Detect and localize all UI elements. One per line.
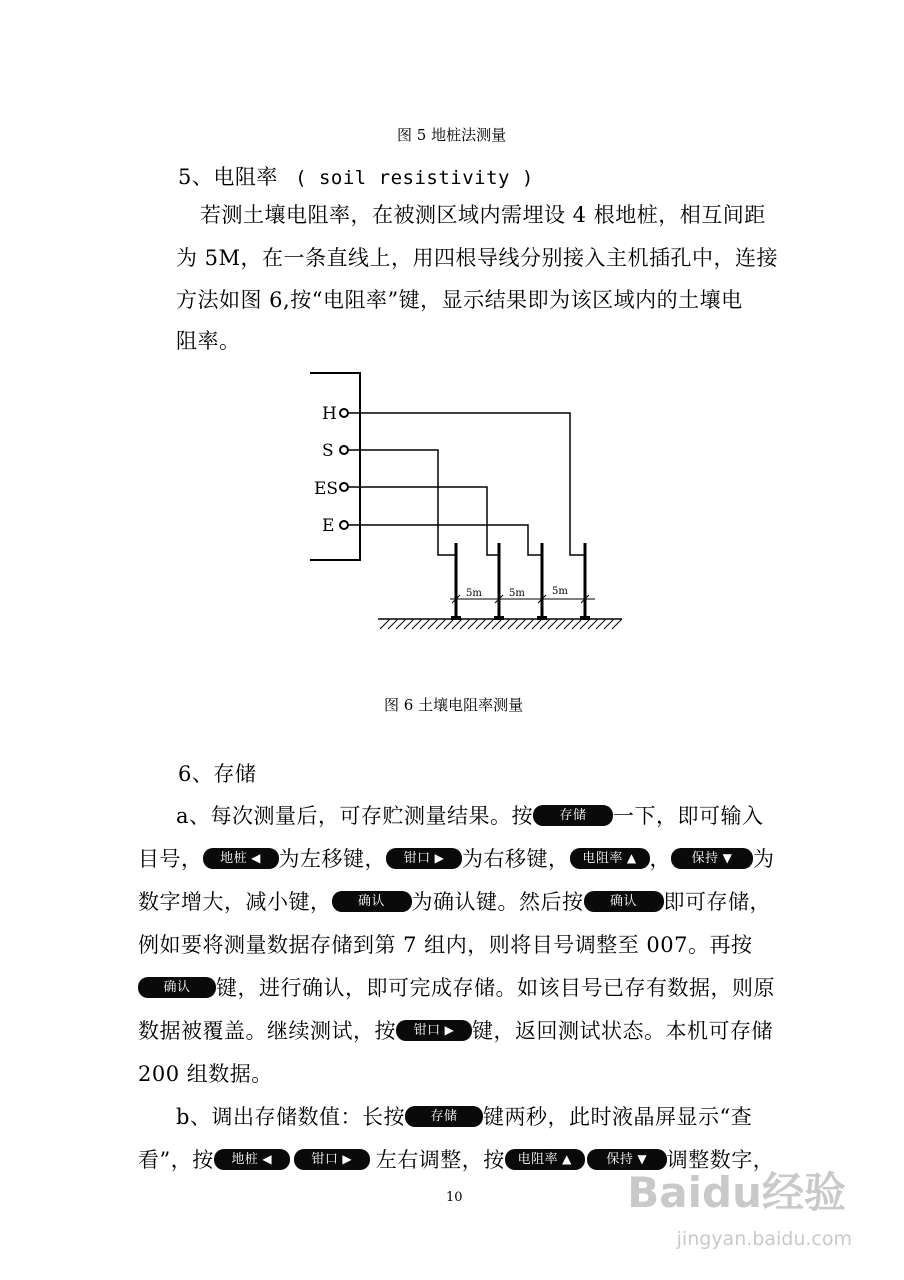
pile-left-key: 地桩 ◀ [203, 848, 279, 869]
confirm-key: 确认 [584, 891, 664, 912]
lock-right-key: 钳口 ▶ [386, 848, 462, 869]
confirm-key: 确认 [332, 891, 412, 912]
section6-b-line-1 [176, 1101, 752, 1131]
wire-s [348, 450, 455, 555]
section6-a-line-7: 200 组数据。 [138, 1062, 273, 1086]
section6-a-line-5 [138, 972, 775, 1002]
text: 调整数字， [666, 1148, 775, 1172]
up-arrow-icon: ▲ [562, 1152, 572, 1166]
text: 看”，按 [138, 1148, 214, 1172]
up-arrow-icon: ▲ [626, 851, 637, 865]
right-arrow-icon: ▶ [434, 851, 445, 865]
store-key: 存储 [405, 1106, 483, 1127]
right-arrow-icon: ▶ [342, 1152, 353, 1166]
text: 即可存储， [663, 890, 771, 914]
wire-h [348, 413, 585, 555]
instrument-panel [310, 373, 360, 560]
text: 键，返回测试状态。本机可存储 [472, 1019, 773, 1043]
section5-heading-en: ( soil resistivity ) [295, 167, 534, 189]
fig6-caption: 图 6 土壤电阻率测量 [384, 696, 524, 714]
terminal-socket-h [340, 409, 348, 417]
terminal-label-s: S [322, 441, 334, 461]
section6-heading: 6、存储 [178, 762, 257, 786]
spacing-label-3: 5m [552, 586, 568, 597]
section5-heading-text: 5、电阻率 [178, 165, 278, 189]
section5-line-4: 阻率。 [176, 329, 241, 353]
text: 一下，即可输入 [613, 804, 764, 828]
resistivity-up-key: 电阻率 ▲ [570, 848, 650, 869]
section5-heading [178, 161, 534, 191]
section6-a-line-6 [138, 1015, 773, 1045]
down-arrow-icon: ▼ [722, 851, 733, 865]
terminal-label-h: H [322, 404, 337, 424]
confirm-key: 确认 [138, 977, 216, 998]
text: 目号， [138, 847, 203, 871]
page-number: 10 [446, 1190, 463, 1205]
section6-a-line-4: 例如要将测量数据存储到第 7 组内，则将目号调整至 007。再按 [138, 933, 753, 957]
wire-e [348, 525, 542, 555]
section6-a-line-1 [176, 800, 764, 830]
ground-hatching [380, 619, 622, 629]
section6-a-line-3 [138, 886, 771, 916]
down-arrow-icon: ▼ [637, 1152, 648, 1166]
terminal-label-e: E [322, 516, 335, 536]
text: 键，进行确认，即可完成存储。如该目号已存有数据，则原 [216, 976, 775, 1000]
resistivity-up-key: 电阻率 ▲ [505, 1149, 585, 1170]
text: a、每次测量后，可存贮测量结果。按 [176, 804, 534, 828]
text: 键两秒，此时液晶屏显示“查 [482, 1105, 753, 1129]
left-arrow-icon: ◀ [251, 851, 261, 865]
text: 为 [753, 847, 775, 871]
soil-resistivity-diagram [300, 365, 640, 640]
baidu-watermark-url: jingyan.baidu.com [676, 1228, 852, 1250]
fig5-caption: 图 5 地桩法测量 [397, 126, 507, 144]
baidu-watermark-logo: Baidu经验 [627, 1168, 846, 1217]
section5-line-1: 若测土壤电阻率，在被测区域内需埋设 4 根地桩，相互间距 [200, 203, 766, 227]
terminal-label-es: ES [314, 479, 339, 499]
left-arrow-icon: ◀ [262, 1152, 273, 1166]
spacing-label-1: 5m [466, 588, 482, 599]
lock-right-key: 钳口 ▶ [396, 1020, 472, 1041]
text: 数据被覆盖。继续测试，按 [138, 1019, 396, 1043]
terminal-socket-es [340, 483, 348, 491]
store-key: 存储 [533, 805, 613, 826]
spacing-label-2: 5m [509, 588, 525, 599]
section5-line-2: 为 5M，在一条直线上，用四根导线分别接入主机插孔中，连接 [176, 246, 779, 270]
hold-down-key: 保持 ▼ [587, 1149, 667, 1170]
right-arrow-icon: ▶ [444, 1023, 455, 1037]
terminal-socket-e [340, 521, 348, 529]
text: 左右调整，按 [375, 1148, 505, 1172]
text: 为右移键， [462, 847, 570, 871]
text: b、调出存储数值：长按 [176, 1105, 405, 1129]
text: 数字增大，减小键， [138, 890, 332, 914]
text: 为左移键， [278, 847, 386, 871]
section5-line-3: 方法如图 6,按“电阻率”键，显示结果即为该区域内的土壤电 [176, 288, 743, 312]
lock-right-key: 钳口 ▶ [294, 1149, 370, 1170]
pile-left-key: 地桩 ◀ [214, 1149, 290, 1170]
section6-a-line-2 [138, 843, 775, 873]
terminal-socket-s [340, 446, 348, 454]
hold-down-key: 保持 ▼ [671, 848, 753, 869]
ground-stakes [456, 543, 585, 618]
text: 为确认键。然后按 [411, 890, 584, 914]
wire-es [348, 487, 499, 555]
text: ， [649, 847, 671, 871]
